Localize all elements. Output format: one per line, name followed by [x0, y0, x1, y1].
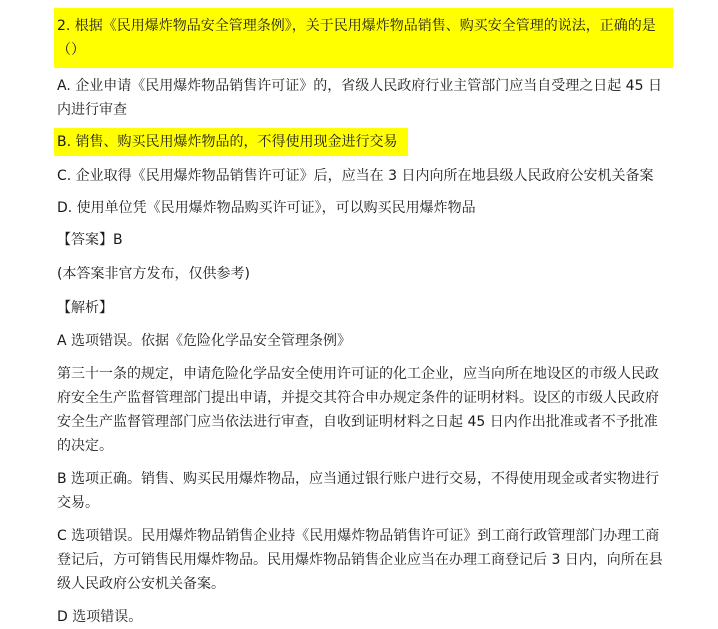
- option-b: B. 销售、购买民用爆炸物品的，不得使用现金进行交易: [54, 128, 408, 156]
- answer-label: 【答案】B: [57, 232, 123, 248]
- analysis-option-a: A 选项错误。依据《危险化学品安全管理条例》: [57, 333, 352, 349]
- analysis-article-31: 第三十一条的规定，申请危险化学品安全使用许可证的化工企业，应当向所在地设区的市级人民政府安全生产监督管理部门提出申请，并提交其符合申办规定条件的证明材料。设区的市级人民政府安全生产监督管理部门应当依法进行审查，自收到证明材料之日起 45 日内作出批准或者不予批准的决定。: [57, 366, 659, 454]
- option-c: C. 企业取得《民用爆炸物品销售许可证》后，应当在 3 日内向所在地县级人民政府公安机关备案: [57, 168, 654, 184]
- analysis-heading: 【解析】: [57, 300, 113, 316]
- analysis-option-b: B 选项正确。销售、购买民用爆炸物品，应当通过银行账户进行交易，不得使用现金或者实物进行交易。: [57, 471, 660, 511]
- question-stem: 2. 根据《民用爆炸物品安全管理条例》，关于民用爆炸物品销售、购买安全管理的说法，正确的是（）: [54, 8, 673, 68]
- analysis-option-d: D 选项错误。: [57, 609, 143, 625]
- option-a: A. 企业申请《民用爆炸物品销售许可证》的，省级人民政府行业主管部门应当自受理之日起 45 日内进行审查: [57, 78, 662, 118]
- answer-disclaimer: (本答案非官方发布，仅供参考): [57, 266, 250, 282]
- option-d: D. 使用单位凭《民用爆炸物品购买许可证》，可以购买民用爆炸物品: [57, 200, 476, 216]
- document-body: [57, 8, 667, 629]
- analysis-option-c: C 选项错误。民用爆炸物品销售企业持《民用爆炸物品销售许可证》到工商行政管理部门办理工商登记后，方可销售民用爆炸物品。民用爆炸物品销售企业应当在办理工商登记后 3 日内，向所在县级人民政府公安机关备案。: [57, 528, 663, 592]
